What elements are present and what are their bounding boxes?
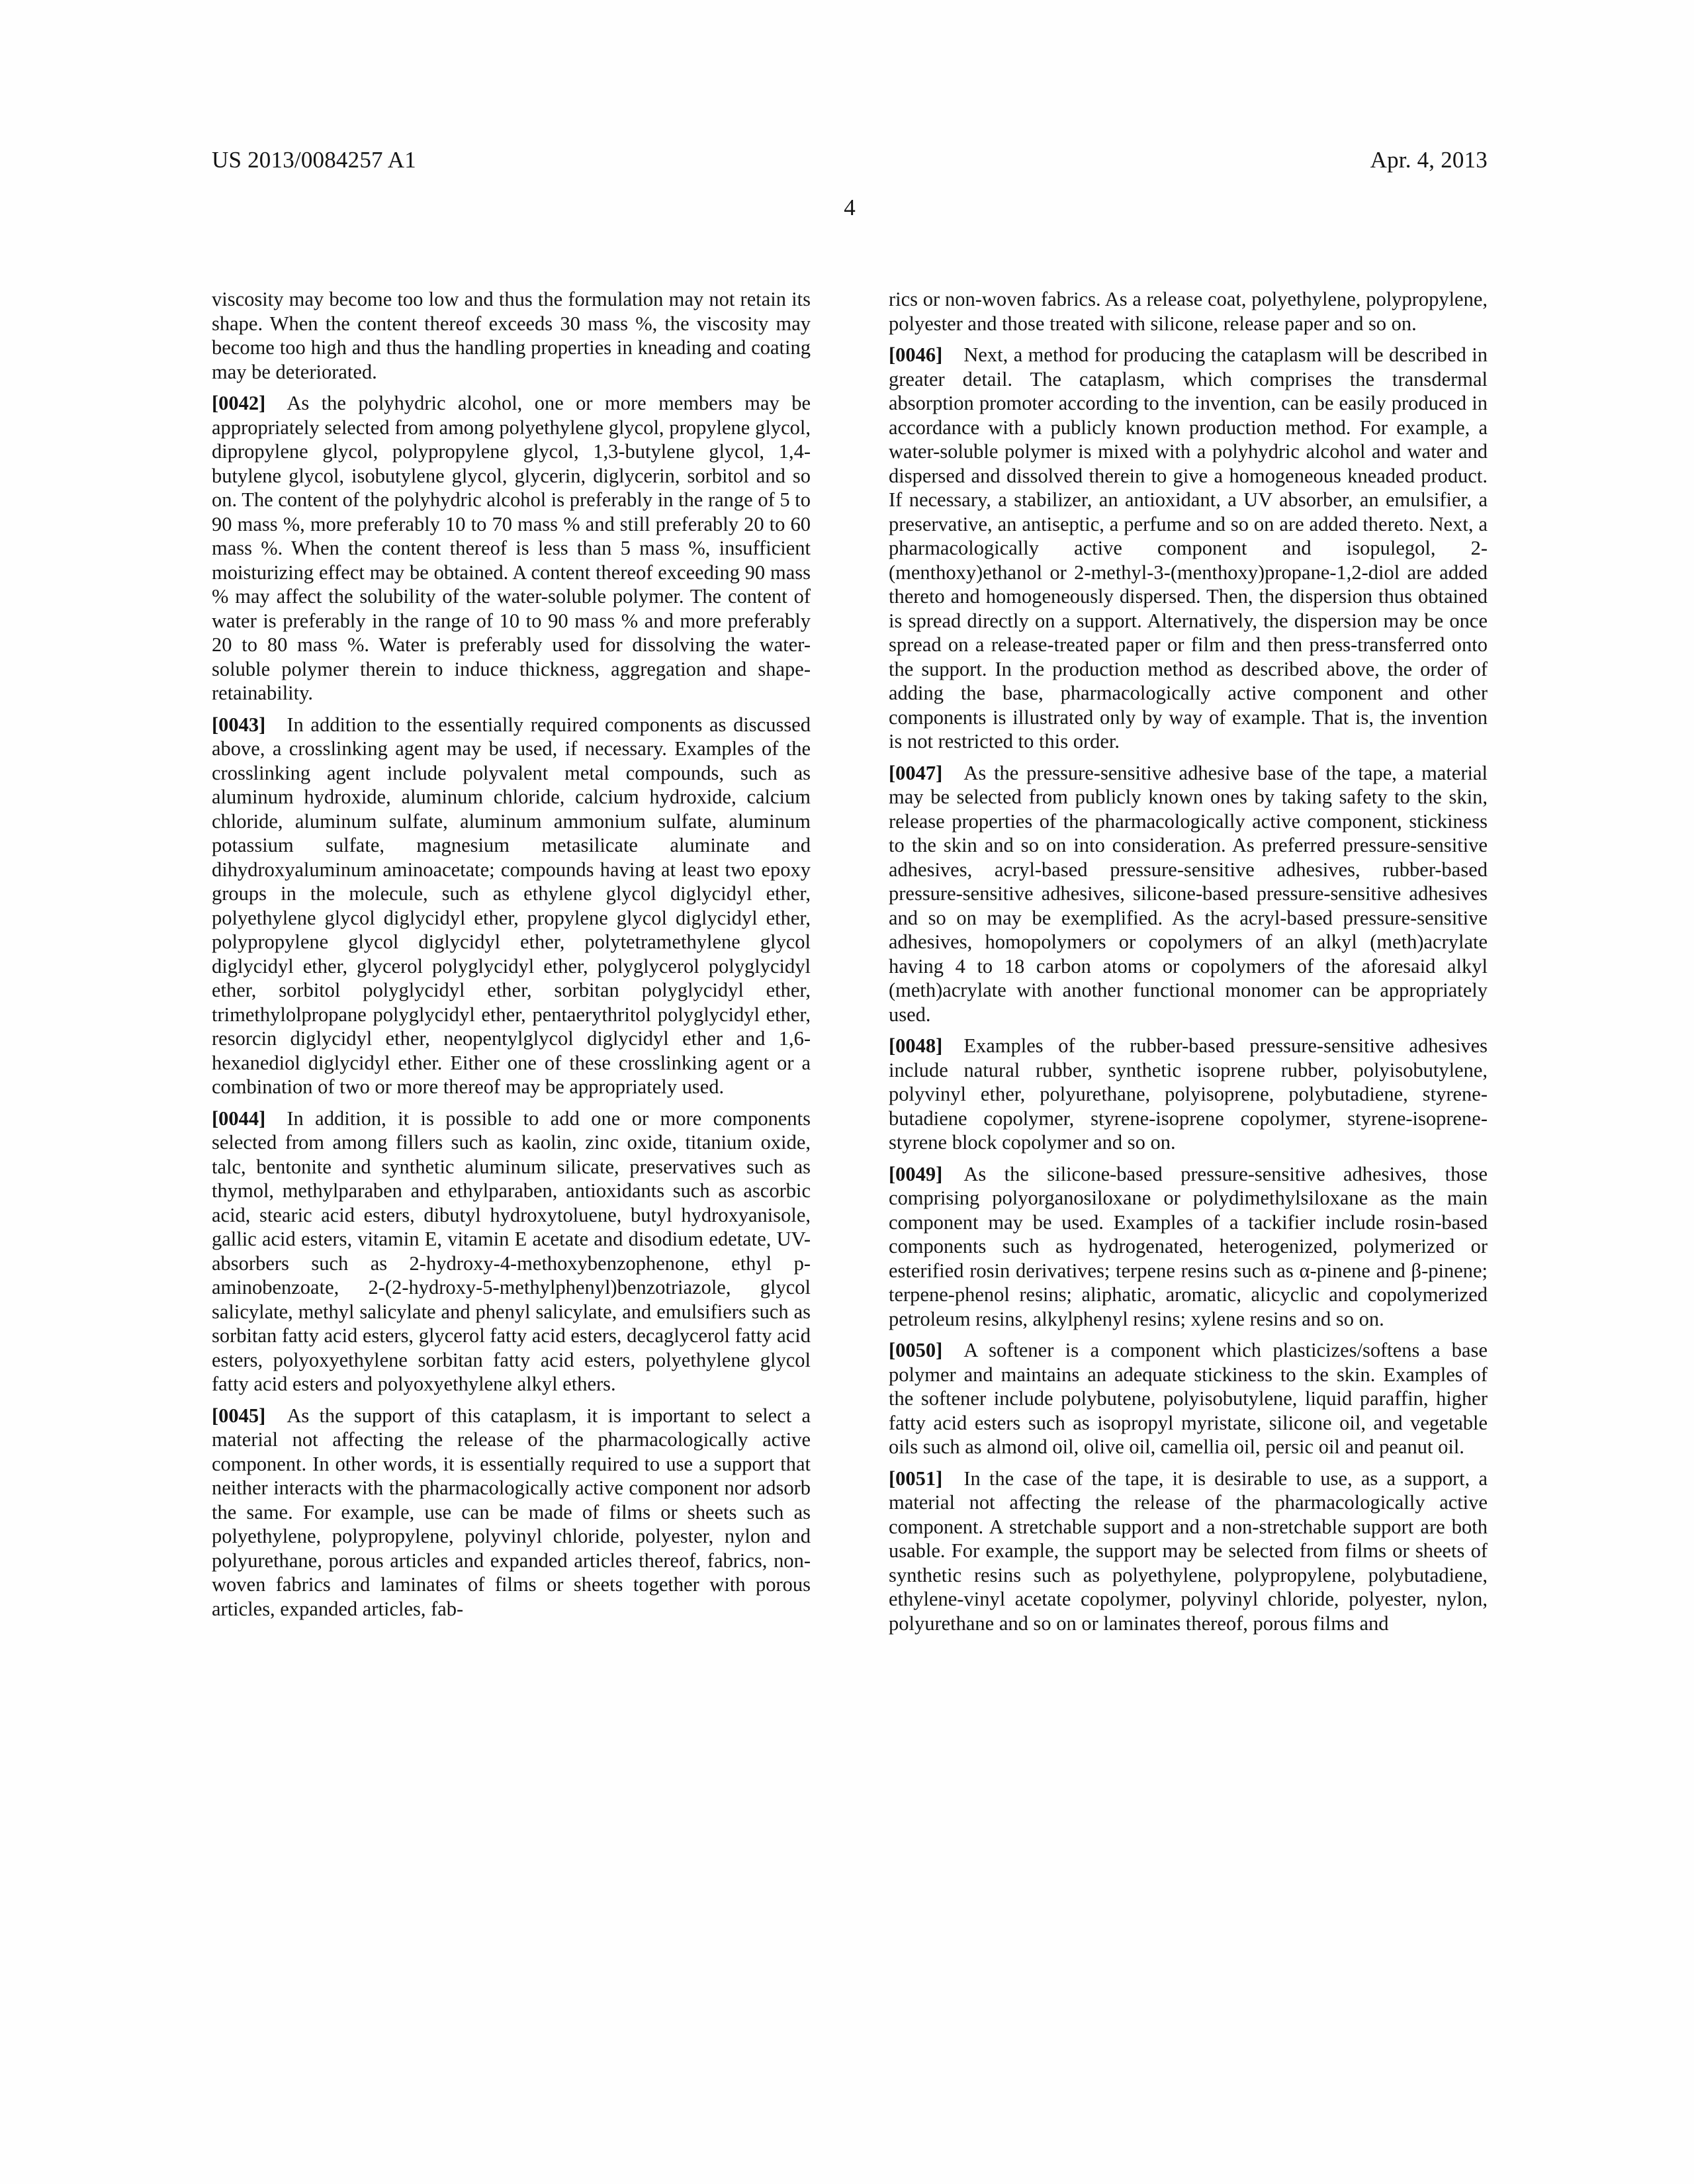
patent-number: US 2013/0084257 A1 (212, 147, 416, 173)
paragraph-text: viscosity may become too low and thus the formulation may not retain its shape. When the content thereof exceeds 30 mass %, the viscosity may become too high and thus the handling properties in kneading and coating may be deteriorated. (212, 288, 811, 383)
paragraph-number: [0044] (212, 1107, 266, 1130)
numbered-paragraph (889, 343, 1488, 754)
page-number: 4 (844, 195, 856, 220)
numbered-paragraph (889, 1034, 1488, 1155)
paragraph-text: In addition, it is possible to add one or more components selected from among fillers such as kaolin, zinc oxide, titanium oxide, talc, bentonite and synthetic aluminum silicate, preservatives such as thymol, methylparaben and ethylparaben, antioxidants such as ascorbic acid, stearic acid esters, dibutyl hydroxytoluene, butyl hydroxyanisole, gallic acid esters, vitamin E, vitamin E acetate and disodium edetate, UV-absorbers such as 2-hydroxy-4-methoxybenzophenone, ethyl p-aminobenzoate, 2-(2-hydroxy-5-methylphenyl)benzotriazole, glycol salicylate, methyl salicylate and phenyl salicylate, and emulsifiers such as sorbitan fatty acid esters, glycerol fatty acid esters, decaglycerol fatty acid esters, polyoxyethylene sorbitan fatty acid esters, polyethylene glycol fatty acid esters and polyoxyethylene alkyl ethers. (212, 1107, 811, 1395)
paragraph-text: In the case of the tape, it is desirable to use, as a support, a material not affecting the release of the pharmacologically active component. A stretchable support and a non-stretchable support are both usable. For example, the support may be selected from films or sheets of synthetic resins such as polyethylene, polypropylene, polybutadiene, ethylene-vinyl acetate copolymer, polyvinyl chloride, polyester, nylon, polyurethane and so on or laminates thereof, porous films and (889, 1467, 1488, 1635)
paragraph-text: In addition to the essentially required components as discussed above, a crosslinking agent may be used, if necessary. Examples of the crosslinking agent include polyvalent metal compounds, such as aluminum hydroxide, aluminum chloride, calcium hydroxide, calcium chloride, aluminum sulfate, aluminum ammonium sulfate, aluminum potassium sulfate, magnesium metasilicate aluminate and dihydroxyaluminum aminoacetate; compounds having at least two epoxy groups in the molecule, such as ethylene glycol diglycidyl ether, polyethylene glycol diglycidyl ether, propylene glycol diglycidyl ether, polypropylene glycol diglycidyl ether, polytetramethylene glycol diglycidyl ether, glycerol polyglycidyl ether, polyglycerol polyglycidyl ether, sorbitol polyglycidyl ether, sorbitan polyglycidyl ether, trimethylolpropane polyglycidyl ether, pentaerythritol polyglycidyl ether, resorcin diglycidyl ether, neopentylglycol diglycidyl ether and 1,6-hexanediol diglycidyl ether. Either one of these crosslinking agent or a combination of two or more thereof may be appropriately used. (212, 713, 811, 1098)
paragraph-text: As the pressure-sensitive adhesive base of the tape, a material may be selected from publicly known ones by taking safety to the skin, release properties of the pharmacologically active component, stickiness to the skin and so on into consideration. As preferred pressure-sensitive adhesives, acryl-based pressure-sensitive adhesives, rubber-based pressure-sensitive adhesives, silicone-based pressure-sensitive adhesives and so on may be exemplified. As the acryl-based pressure-sensitive adhesives, homopolymers or copolymers of an alkyl (meth)acrylate having 4 to 18 carbon atoms or copolymers of the aforesaid alkyl (meth)acrylate with another functional monomer can be appropriately used. (889, 761, 1488, 1026)
numbered-paragraph (889, 1162, 1488, 1332)
page-header (212, 147, 1488, 173)
paragraph-number: [0047] (889, 761, 943, 784)
paragraph-number: [0051] (889, 1467, 943, 1490)
paragraph-number: [0042] (212, 392, 266, 414)
paragraph-number: [0043] (212, 713, 266, 736)
paragraph-text: Examples of the rubber-based pressure-sensitive adhesives include natural rubber, synthetic isoprene rubber, polyisobutylene, polyvinyl ether, polyurethane, polyisoprene, polybutadiene, styrene-butadiene copolymer, styrene-isoprene copolymer, styrene-isoprene-styrene block copolymer and so on. (889, 1034, 1488, 1154)
paragraph-text: As the support of this cataplasm, it is important to select a material not affecting the release of the pharmacologically active component. In other words, it is essentially required to use a support that neither interacts with the pharmacologically active component nor adsorb the same. For example, use can be made of films or sheets such as polyethylene, polypropylene, polyvinyl chloride, polyester, nylon and polyurethane, porous articles and expanded articles thereof, fabrics, non-woven fabrics and laminates of films or sheets together with porous articles, expanded articles, fab- (212, 1404, 811, 1620)
continuation-paragraph (212, 287, 811, 384)
paragraph-text: As the polyhydric alcohol, one or more members may be appropriately selected from among polyethylene glycol, propylene glycol, dipropylene glycol, polypropylene glycol, 1,3-butylene glycol, 1,4-butylene glycol, isobutylene glycol, glycerin, diglycerin, sorbitol and so on. The content of the polyhydric alcohol is preferably in the range of 5 to 90 mass %, more preferably 10 to 70 mass % and still preferably 20 to 60 mass %. When the content thereof is less than 5 mass %, insufficient moisturizing effect may be obtained. A content thereof exceeding 90 mass % may affect the solubility of the water-soluble polymer. The content of water is preferably in the range of 10 to 90 mass % and more preferably 20 to 80 mass %. Water is preferably used for dissolving the water-soluble polymer therein to induce thickness, aggregation and shape-retainability. (212, 392, 811, 704)
left-column (212, 287, 811, 1635)
paragraph-number: [0046] (889, 343, 943, 366)
numbered-paragraph (889, 1338, 1488, 1459)
numbered-paragraph (212, 1107, 811, 1396)
paragraph-text: rics or non-woven fabrics. As a release coat, polyethylene, polypropylene, polyester and those treated with silicone, release paper and so on. (889, 288, 1488, 335)
paragraph-number: [0049] (889, 1162, 943, 1185)
paragraph-number: [0050] (889, 1339, 943, 1361)
right-column (889, 287, 1488, 1635)
numbered-paragraph (212, 391, 811, 705)
paragraph-text: A softener is a component which plasticizes/softens a base polymer and maintains an adequate stickiness to the skin. Examples of the softener include polybutene, polyisobutylene, liquid paraffin, higher fatty acid esters such as isopropyl myristate, silicone oil, and vegetable oils such as almond oil, olive oil, camellia oil, persic oil and peanut oil. (889, 1339, 1488, 1458)
continuation-paragraph (889, 287, 1488, 336)
numbered-paragraph (889, 1467, 1488, 1636)
paragraph-number: [0045] (212, 1404, 266, 1427)
numbered-paragraph (889, 761, 1488, 1027)
paragraph-number: [0048] (889, 1034, 943, 1057)
paragraph-text: As the silicone-based pressure-sensitive adhesives, those comprising polyorganosiloxane or polydimethylsiloxane as the main component may be used. Examples of a tackifier include rosin-based components such as hydrogenated, heterogenized, polymerized or esterified rosin derivatives; terpene resins such as α-pinene and β-pinene; terpene-phenol resins; aliphatic, aromatic, alicyclic and copolymerized petroleum resins, alkylphenyl resins; xylene resins and so on. (889, 1162, 1488, 1330)
numbered-paragraph (212, 1404, 811, 1621)
numbered-paragraph (212, 713, 811, 1099)
publication-date: Apr. 4, 2013 (1370, 147, 1488, 173)
document-body (212, 287, 1488, 1635)
paragraph-text: Next, a method for producing the cataplasm will be described in greater detail. The cataplasm, which comprises the transdermal absorption promoter according to the invention, can be easily produced in accordance with a publicly known production method. For example, a water-soluble polymer is mixed with a polyhydric alcohol and water and dispersed and dissolved therein to give a homogeneous kneaded product. If necessary, a stabilizer, an antioxidant, a UV absorber, an emulsifier, a preservative, an antiseptic, a perfume and so on are added thereto. Next, a pharmacologically active component and isopulegol, 2-(menthoxy)ethanol or 2-methyl-3-(menthoxy)propane-1,2-diol are added thereto and homogeneously dispersed. Then, the dispersion thus obtained is spread directly on a support. Alternatively, the dispersion may be once spread on a release-treated paper or film and then press-transferred onto the support. In the production method as described above, the order of adding the base, pharmacologically active component and other components is illustrated only by way of example. That is, the invention is not restricted to this order. (889, 343, 1488, 752)
